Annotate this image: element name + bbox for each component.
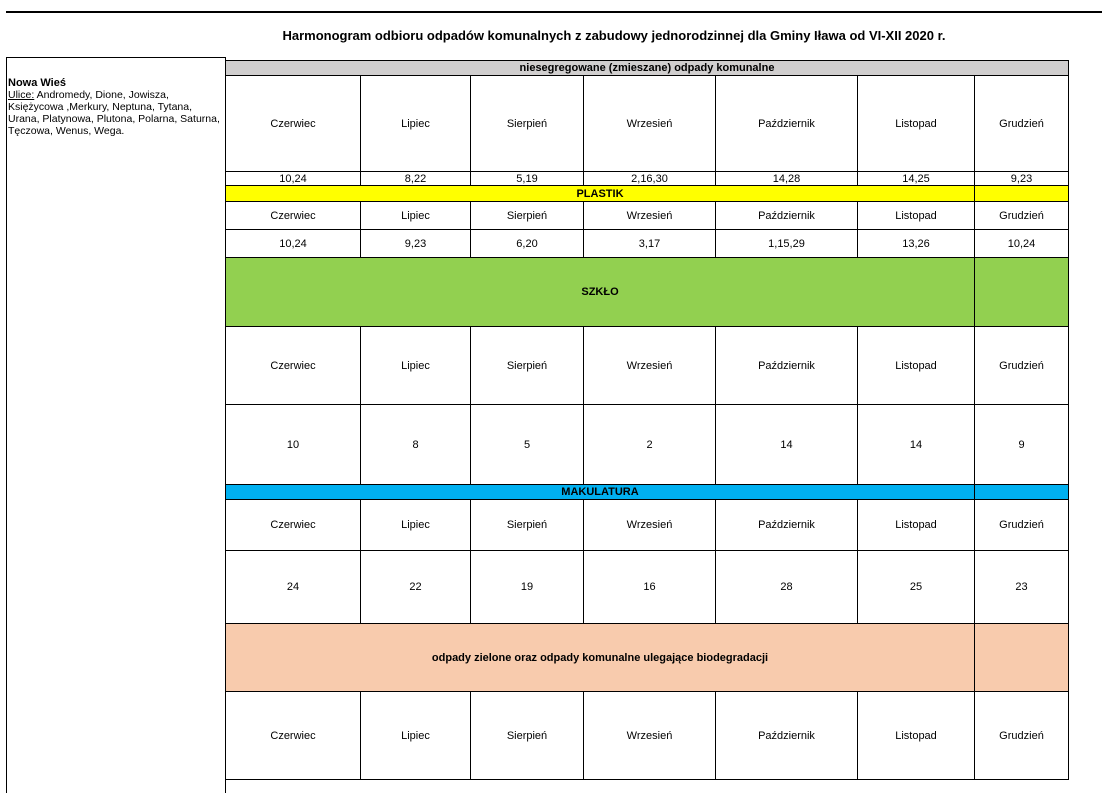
pickup-date-cell: 10,24 [974,229,1069,257]
plastic-months-row [225,201,1069,229]
glass-dates-row [225,404,1069,484]
month-header-cell: Grudzień [974,201,1069,229]
area-column-separator-lower [225,779,226,793]
pickup-date-cell: 5 [470,404,583,484]
pickup-date-cell: 14 [715,404,857,484]
month-header-cell: Wrzesień [583,75,715,171]
area-streets [8,89,220,137]
pickup-date-cell: 23 [974,550,1069,623]
pickup-date-cell: 19 [470,550,583,623]
month-header-cell: Sierpień [470,691,583,779]
pickup-date-cell: 14,25 [857,171,974,185]
bio-section-label: odpady zielone oraz odpady komunalne ulegające biodegradacji [225,623,974,691]
glass-months-row [225,326,1069,404]
pickup-date-cell: 8,22 [360,171,470,185]
month-header-cell: Październik [715,201,857,229]
month-header-cell: Sierpień [470,75,583,171]
pickup-date-cell: 2 [583,404,715,484]
pickup-date-cell: 3,17 [583,229,715,257]
month-header-cell: Wrzesień [583,499,715,550]
bio-band-row [225,623,1069,691]
pickup-date-cell: 8 [360,404,470,484]
month-header-cell: Grudzień [974,691,1069,779]
pickup-date-cell: 14 [857,404,974,484]
plastic-dates-row [225,229,1069,257]
paper-months-row [225,499,1069,550]
month-header-cell: Lipiec [360,326,470,404]
paper-band-row [225,484,1069,499]
month-header-cell: Czerwiec [225,499,360,550]
month-header-cell: Lipiec [360,75,470,171]
plastic-band-row [225,185,1069,201]
pickup-date-cell: 1,15,29 [715,229,857,257]
streets-list: Andromedy, Dione, Jowisza, Księżycowa ,Merkury, Neptuna, Tytana, Urana, Platynowa, Plutona, Polarna, Saturna, Tęczowa, Wenus, Wega. [8,89,220,137]
pickup-date-cell: 28 [715,550,857,623]
glass-section-label-tail [974,257,1069,326]
month-header-cell: Listopad [857,691,974,779]
area-info [8,77,220,137]
bio-section-label-tail [974,623,1069,691]
area-top-line [6,57,226,58]
plastic-section-label: PLASTIK [225,185,974,201]
pickup-date-cell: 9 [974,404,1069,484]
mixed-dates-row [225,171,1069,185]
paper-section-label: MAKULATURA [225,484,974,499]
plastic-section-label-tail [974,185,1069,201]
month-header-cell: Wrzesień [583,691,715,779]
month-header-cell: Październik [715,75,857,171]
bio-months-row [225,691,1069,779]
pickup-date-cell: 16 [583,550,715,623]
pickup-date-cell: 9,23 [974,171,1069,185]
glass-section-label: SZKŁO [225,257,974,326]
month-header-cell: Październik [715,499,857,550]
table-bottom-line [225,779,1069,780]
month-header-cell: Grudzień [974,75,1069,171]
month-header-cell: Listopad [857,499,974,550]
month-header-cell: Grudzień [974,499,1069,550]
pickup-date-cell: 2,16,30 [583,171,715,185]
paper-section-label-tail [974,484,1069,499]
month-header-cell: Sierpień [470,326,583,404]
pickup-date-cell: 10,24 [225,229,360,257]
streets-label: Ulice: [8,89,35,101]
month-header-cell: Czerwiec [225,691,360,779]
month-header-cell: Listopad [857,75,974,171]
month-header-cell: Październik [715,326,857,404]
month-header-cell: Sierpień [470,499,583,550]
month-header-cell: Czerwiec [225,326,360,404]
pickup-date-cell: 14,28 [715,171,857,185]
mixed-band-row [225,60,1069,75]
pickup-date-cell: 6,20 [470,229,583,257]
month-header-cell: Wrzesień [583,326,715,404]
month-header-cell: Sierpień [470,201,583,229]
month-header-cell: Lipiec [360,691,470,779]
pickup-date-cell: 9,23 [360,229,470,257]
pickup-date-cell: 5,19 [470,171,583,185]
mixed-section-label: niesegregowane (zmieszane) odpady komunalne [225,60,1069,75]
pickup-date-cell: 13,26 [857,229,974,257]
pickup-date-cell: 22 [360,550,470,623]
month-header-cell: Lipiec [360,201,470,229]
month-header-cell: Wrzesień [583,201,715,229]
month-header-cell: Listopad [857,326,974,404]
glass-band-row [225,257,1069,326]
pickup-date-cell: 10,24 [225,171,360,185]
document-title: Harmonogram odbioru odpadów komunalnych z zabudowy jednorodzinnej dla Gminy Iława od VI-XII 2020 r. [282,28,946,43]
mixed-months-row [225,75,1069,171]
area-name: Nowa Wieś [8,77,66,89]
page-left-border [6,57,7,793]
pickup-date-cell: 10 [225,404,360,484]
month-header-cell: Grudzień [974,326,1069,404]
month-header-cell: Listopad [857,201,974,229]
pickup-date-cell: 24 [225,550,360,623]
month-header-cell: Czerwiec [225,201,360,229]
month-header-cell: Lipiec [360,499,470,550]
top-rule [6,11,1102,13]
paper-dates-row [225,550,1069,623]
month-header-cell: Październik [715,691,857,779]
month-header-cell: Czerwiec [225,75,360,171]
pickup-date-cell: 25 [857,550,974,623]
